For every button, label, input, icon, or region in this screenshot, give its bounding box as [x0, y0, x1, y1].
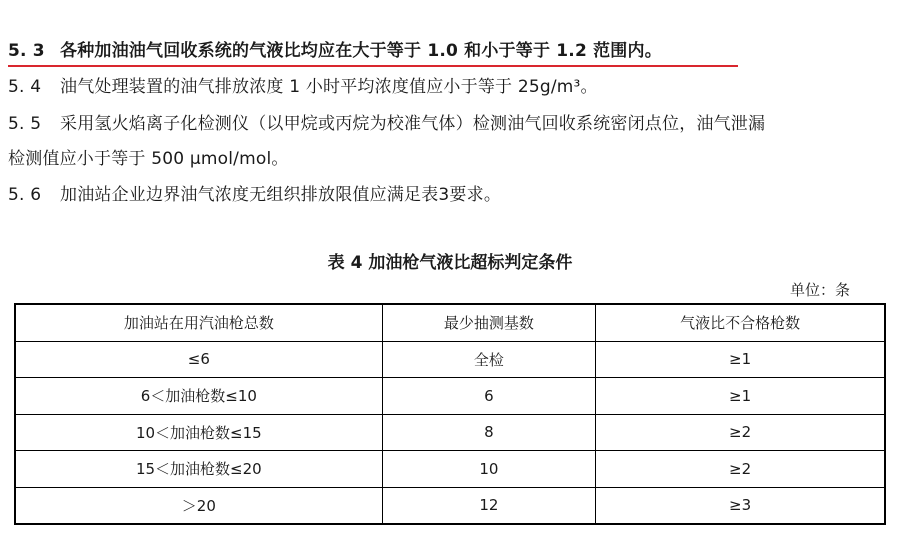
clause-text: 采用氢火焰离子化检测仪（以甲烷或丙烷为校准气体）检测油气回收系统密闭点位，油气泄漏 [60, 114, 766, 134]
cell-total-guns: ≤6 [15, 341, 382, 378]
table-header-row [15, 304, 885, 341]
clause-text: 油气处理装置的油气排放浓度 1 小时平均浓度值应小于等于 25g/m³。 [60, 77, 598, 97]
cell-failed-guns: ≥3 [596, 487, 885, 524]
red-highlight-underline [8, 65, 738, 67]
clause-text: 各种加油油气回收系统的气液比均应在大于等于 1.0 和小于等于 1.2 范围内。 [60, 41, 662, 61]
cell-failed-guns: ≥1 [596, 341, 885, 378]
clause-5-4 [8, 76, 598, 98]
cell-failed-guns: ≥2 [596, 451, 885, 488]
cell-min-sample: 8 [382, 414, 596, 451]
clause-5-5 [8, 113, 765, 135]
header-min-sample: 最少抽测基数 [382, 304, 596, 341]
cell-total-guns: 10＜加油枪数≤15 [15, 414, 382, 451]
clause-text-continuation: 检测值应小于等于 500 μmol/mol。 [8, 149, 289, 169]
table-row [15, 451, 885, 488]
cell-min-sample: 全检 [382, 341, 596, 378]
cell-total-guns: 6＜加油枪数≤10 [15, 378, 382, 415]
clause-5-6 [8, 184, 501, 206]
table-title: 表 4 加油枪气液比超标判定条件 [327, 253, 573, 273]
table-row [15, 487, 885, 524]
clause-5-3 [8, 40, 662, 62]
cell-total-guns: ＞20 [15, 487, 382, 524]
header-total-guns: 加油站在用汽油枪总数 [15, 304, 382, 341]
cell-min-sample: 10 [382, 451, 596, 488]
clause-text: 加油站企业边界油气浓度无组织排放限值应满足表3要求。 [60, 185, 502, 205]
table-row [15, 341, 885, 378]
clause-number: 5. 5 [8, 114, 42, 134]
cell-min-sample: 6 [382, 378, 596, 415]
clause-number: 5. 4 [8, 77, 42, 97]
header-failed-guns: 气液比不合格枪数 [596, 304, 885, 341]
judgment-table [14, 303, 886, 525]
table-unit: 单位：条 [789, 281, 850, 299]
cell-failed-guns: ≥2 [596, 414, 885, 451]
cell-total-guns: 15＜加油枪数≤20 [15, 451, 382, 488]
cell-min-sample: 12 [382, 487, 596, 524]
clause-5-5-continuation [8, 148, 289, 170]
cell-failed-guns: ≥1 [596, 378, 885, 415]
table-row [15, 378, 885, 415]
table-row [15, 414, 885, 451]
clause-number: 5. 6 [8, 185, 42, 205]
clause-number: 5. 3 [8, 41, 45, 61]
